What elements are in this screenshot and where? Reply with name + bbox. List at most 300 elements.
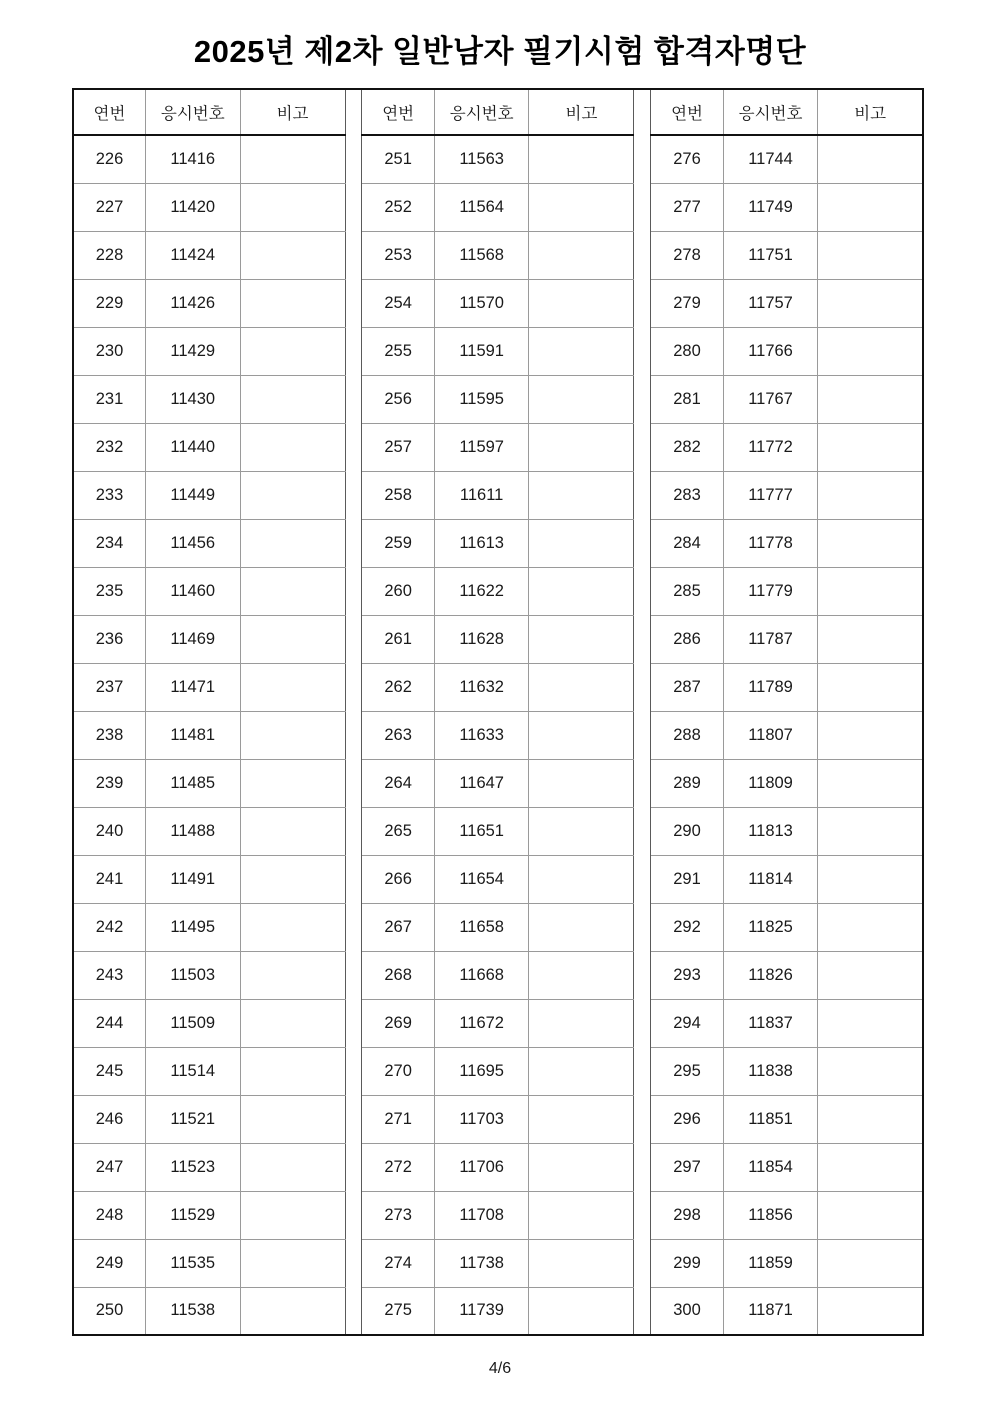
cell-seq: 267: [362, 903, 434, 951]
group-spacer: [345, 759, 362, 807]
cell-seq: 237: [73, 663, 145, 711]
group-spacer: [345, 999, 362, 1047]
group-spacer: [634, 567, 651, 615]
cell-exam-number: 11595: [434, 375, 529, 423]
cell-seq: 270: [362, 1047, 434, 1095]
group-spacer: [345, 375, 362, 423]
cell-seq: 232: [73, 423, 145, 471]
cell-seq: 255: [362, 327, 434, 375]
cell-exam-number: 11703: [434, 1095, 529, 1143]
cell-exam-number: 11449: [145, 471, 240, 519]
cell-note: [240, 1143, 345, 1191]
cell-exam-number: 11469: [145, 615, 240, 663]
cell-seq: 273: [362, 1191, 434, 1239]
cell-note: [529, 231, 634, 279]
table-header-row: [73, 89, 923, 135]
cell-exam-number: 11856: [723, 1191, 818, 1239]
table-row: [73, 1047, 923, 1095]
cell-seq: 264: [362, 759, 434, 807]
cell-seq: 282: [651, 423, 723, 471]
cell-seq: 244: [73, 999, 145, 1047]
cell-seq: 297: [651, 1143, 723, 1191]
cell-note: [529, 1287, 634, 1335]
cell-exam-number: 11613: [434, 519, 529, 567]
table-header: [73, 89, 923, 135]
table-row: [73, 375, 923, 423]
cell-note: [818, 951, 923, 999]
cell-seq: 248: [73, 1191, 145, 1239]
cell-exam-number: 11779: [723, 567, 818, 615]
cell-note: [818, 471, 923, 519]
cell-seq: 240: [73, 807, 145, 855]
cell-seq: 274: [362, 1239, 434, 1287]
group-spacer: [345, 519, 362, 567]
group-spacer: [634, 1143, 651, 1191]
cell-note: [818, 231, 923, 279]
header-note-1: 비고: [240, 89, 345, 135]
cell-seq: 252: [362, 183, 434, 231]
cell-note: [529, 519, 634, 567]
table-body: [73, 135, 923, 1335]
cell-note: [240, 279, 345, 327]
cell-note: [240, 711, 345, 759]
group-spacer: [634, 423, 651, 471]
cell-note: [240, 327, 345, 375]
group-spacer: [634, 951, 651, 999]
cell-seq: 280: [651, 327, 723, 375]
cell-seq: 265: [362, 807, 434, 855]
group-spacer: [345, 471, 362, 519]
group-spacer: [634, 1095, 651, 1143]
cell-note: [240, 135, 345, 183]
cell-note: [529, 903, 634, 951]
cell-seq: 254: [362, 279, 434, 327]
cell-exam-number: 11672: [434, 999, 529, 1047]
table-row: [73, 1239, 923, 1287]
cell-note: [818, 567, 923, 615]
group-spacer: [345, 855, 362, 903]
cell-exam-number: 11591: [434, 327, 529, 375]
page-number: 4/6: [488, 1360, 512, 1377]
cell-note: [240, 903, 345, 951]
group-spacer: [634, 375, 651, 423]
cell-exam-number: 11826: [723, 951, 818, 999]
cell-seq: 275: [362, 1287, 434, 1335]
cell-exam-number: 11871: [723, 1287, 818, 1335]
cell-exam-number: 11778: [723, 519, 818, 567]
cell-seq: 241: [73, 855, 145, 903]
header-note-2: 비고: [529, 89, 634, 135]
cell-exam-number: 11509: [145, 999, 240, 1047]
cell-exam-number: 11658: [434, 903, 529, 951]
cell-exam-number: 11523: [145, 1143, 240, 1191]
group-spacer: [634, 1191, 651, 1239]
table-row: [73, 615, 923, 663]
table-row: [73, 951, 923, 999]
cell-seq: 276: [651, 135, 723, 183]
cell-exam-number: 11789: [723, 663, 818, 711]
cell-exam-number: 11838: [723, 1047, 818, 1095]
cell-note: [240, 855, 345, 903]
cell-seq: 247: [73, 1143, 145, 1191]
table-row: [73, 711, 923, 759]
cell-seq: 258: [362, 471, 434, 519]
group-spacer: [345, 423, 362, 471]
cell-note: [529, 1095, 634, 1143]
cell-note: [240, 375, 345, 423]
group-spacer: [345, 279, 362, 327]
cell-seq: 261: [362, 615, 434, 663]
cell-note: [818, 279, 923, 327]
group-spacer: [634, 1239, 651, 1287]
table-row: [73, 1287, 923, 1335]
table-row: [73, 423, 923, 471]
cell-note: [240, 231, 345, 279]
cell-seq: 231: [73, 375, 145, 423]
cell-exam-number: 11654: [434, 855, 529, 903]
cell-note: [529, 1143, 634, 1191]
group-spacer: [345, 567, 362, 615]
cell-exam-number: 11495: [145, 903, 240, 951]
cell-note: [529, 1239, 634, 1287]
header-seq-2: 연번: [362, 89, 434, 135]
cell-note: [240, 183, 345, 231]
cell-note: [818, 375, 923, 423]
cell-exam-number: 11514: [145, 1047, 240, 1095]
cell-note: [240, 423, 345, 471]
table-row: [73, 567, 923, 615]
group-spacer: [634, 615, 651, 663]
cell-note: [240, 951, 345, 999]
cell-seq: 256: [362, 375, 434, 423]
group-spacer: [634, 711, 651, 759]
cell-note: [529, 1191, 634, 1239]
cell-exam-number: 11597: [434, 423, 529, 471]
cell-seq: 300: [651, 1287, 723, 1335]
table-row: [73, 327, 923, 375]
cell-exam-number: 11767: [723, 375, 818, 423]
group-spacer-2: [634, 89, 651, 135]
cell-exam-number: 11807: [723, 711, 818, 759]
cell-exam-number: 11668: [434, 951, 529, 999]
cell-exam-number: 11739: [434, 1287, 529, 1335]
group-spacer: [634, 663, 651, 711]
group-spacer-1: [345, 89, 362, 135]
group-spacer: [345, 1239, 362, 1287]
cell-seq: 236: [73, 615, 145, 663]
cell-exam-number: 11460: [145, 567, 240, 615]
cell-seq: 286: [651, 615, 723, 663]
cell-note: [240, 1239, 345, 1287]
cell-seq: 269: [362, 999, 434, 1047]
table-row: [73, 759, 923, 807]
cell-exam-number: 11570: [434, 279, 529, 327]
cell-seq: 293: [651, 951, 723, 999]
cell-seq: 226: [73, 135, 145, 183]
page-title: 2025년 제2차 일반남자 필기시험 합격자명단: [193, 34, 807, 69]
cell-seq: 263: [362, 711, 434, 759]
cell-seq: 287: [651, 663, 723, 711]
cell-seq: 291: [651, 855, 723, 903]
cell-exam-number: 11622: [434, 567, 529, 615]
group-spacer: [345, 1287, 362, 1335]
cell-seq: 249: [73, 1239, 145, 1287]
cell-exam-number: 11611: [434, 471, 529, 519]
cell-note: [529, 183, 634, 231]
cell-note: [240, 1095, 345, 1143]
cell-note: [818, 519, 923, 567]
cell-note: [529, 999, 634, 1047]
cell-exam-number: 11440: [145, 423, 240, 471]
cell-seq: 289: [651, 759, 723, 807]
group-spacer: [634, 135, 651, 183]
header-note-3: 비고: [818, 89, 923, 135]
cell-exam-number: 11456: [145, 519, 240, 567]
cell-seq: 259: [362, 519, 434, 567]
cell-exam-number: 11809: [723, 759, 818, 807]
cell-exam-number: 11738: [434, 1239, 529, 1287]
cell-note: [240, 807, 345, 855]
cell-exam-number: 11772: [723, 423, 818, 471]
cell-note: [529, 279, 634, 327]
cell-note: [818, 1095, 923, 1143]
header-seq-1: 연번: [73, 89, 145, 135]
cell-seq: 299: [651, 1239, 723, 1287]
cell-exam-number: 11708: [434, 1191, 529, 1239]
cell-exam-number: 11813: [723, 807, 818, 855]
cell-exam-number: 11854: [723, 1143, 818, 1191]
cell-note: [240, 663, 345, 711]
cell-seq: 266: [362, 855, 434, 903]
cell-note: [529, 423, 634, 471]
cell-note: [818, 663, 923, 711]
cell-note: [240, 471, 345, 519]
cell-seq: 253: [362, 231, 434, 279]
cell-note: [240, 999, 345, 1047]
group-spacer: [634, 999, 651, 1047]
cell-exam-number: 11426: [145, 279, 240, 327]
cell-exam-number: 11430: [145, 375, 240, 423]
cell-seq: 284: [651, 519, 723, 567]
cell-seq: 243: [73, 951, 145, 999]
cell-seq: 242: [73, 903, 145, 951]
cell-seq: 227: [73, 183, 145, 231]
cell-seq: 290: [651, 807, 723, 855]
cell-exam-number: 11564: [434, 183, 529, 231]
cell-exam-number: 11787: [723, 615, 818, 663]
cell-note: [529, 663, 634, 711]
group-spacer: [345, 327, 362, 375]
cell-exam-number: 11837: [723, 999, 818, 1047]
cell-note: [818, 1143, 923, 1191]
cell-note: [818, 807, 923, 855]
group-spacer: [345, 1191, 362, 1239]
cell-seq: 239: [73, 759, 145, 807]
cell-exam-number: 11633: [434, 711, 529, 759]
cell-seq: 245: [73, 1047, 145, 1095]
cell-note: [529, 759, 634, 807]
cell-note: [529, 327, 634, 375]
cell-exam-number: 11628: [434, 615, 529, 663]
cell-exam-number: 11471: [145, 663, 240, 711]
cell-note: [529, 567, 634, 615]
cell-note: [818, 999, 923, 1047]
cell-seq: 229: [73, 279, 145, 327]
cell-seq: 235: [73, 567, 145, 615]
group-spacer: [634, 519, 651, 567]
cell-note: [529, 615, 634, 663]
cell-note: [240, 615, 345, 663]
group-spacer: [634, 1287, 651, 1335]
header-exam-no-1: 응시번호: [145, 89, 240, 135]
table-row: [73, 903, 923, 951]
group-spacer: [634, 759, 651, 807]
cell-seq: 262: [362, 663, 434, 711]
cell-exam-number: 11568: [434, 231, 529, 279]
table-row: [73, 999, 923, 1047]
cell-seq: 285: [651, 567, 723, 615]
table-row: [73, 1191, 923, 1239]
group-spacer: [345, 807, 362, 855]
group-spacer: [345, 135, 362, 183]
cell-exam-number: 11535: [145, 1239, 240, 1287]
group-spacer: [345, 615, 362, 663]
cell-seq: 292: [651, 903, 723, 951]
cell-note: [818, 1191, 923, 1239]
cell-seq: 298: [651, 1191, 723, 1239]
cell-seq: 294: [651, 999, 723, 1047]
cell-note: [818, 903, 923, 951]
cell-note: [529, 1047, 634, 1095]
group-spacer: [634, 855, 651, 903]
cell-seq: 296: [651, 1095, 723, 1143]
cell-note: [240, 759, 345, 807]
cell-exam-number: 11429: [145, 327, 240, 375]
cell-exam-number: 11777: [723, 471, 818, 519]
cell-note: [818, 759, 923, 807]
table-row: [73, 231, 923, 279]
cell-exam-number: 11488: [145, 807, 240, 855]
cell-seq: 277: [651, 183, 723, 231]
group-spacer: [634, 183, 651, 231]
cell-exam-number: 11706: [434, 1143, 529, 1191]
cell-seq: 283: [651, 471, 723, 519]
group-spacer: [345, 711, 362, 759]
cell-exam-number: 11651: [434, 807, 529, 855]
cell-exam-number: 11695: [434, 1047, 529, 1095]
group-spacer: [345, 903, 362, 951]
cell-note: [529, 471, 634, 519]
cell-note: [240, 1287, 345, 1335]
cell-seq: 268: [362, 951, 434, 999]
cell-note: [818, 1047, 923, 1095]
cell-exam-number: 11529: [145, 1191, 240, 1239]
cell-exam-number: 11749: [723, 183, 818, 231]
cell-exam-number: 11420: [145, 183, 240, 231]
group-spacer: [634, 279, 651, 327]
cell-note: [240, 1191, 345, 1239]
cell-exam-number: 11814: [723, 855, 818, 903]
header-exam-no-3: 응시번호: [723, 89, 818, 135]
cell-note: [818, 711, 923, 759]
cell-seq: 233: [73, 471, 145, 519]
cell-exam-number: 11757: [723, 279, 818, 327]
cell-seq: 257: [362, 423, 434, 471]
cell-note: [529, 711, 634, 759]
header-seq-3: 연번: [651, 89, 723, 135]
cell-note: [818, 135, 923, 183]
group-spacer: [634, 1047, 651, 1095]
group-spacer: [345, 183, 362, 231]
group-spacer: [634, 231, 651, 279]
group-spacer: [345, 1095, 362, 1143]
cell-note: [240, 567, 345, 615]
cell-note: [240, 1047, 345, 1095]
table-row: [73, 807, 923, 855]
cell-seq: 228: [73, 231, 145, 279]
cell-exam-number: 11751: [723, 231, 818, 279]
cell-exam-number: 11766: [723, 327, 818, 375]
cell-seq: 295: [651, 1047, 723, 1095]
cell-note: [818, 327, 923, 375]
cell-exam-number: 11632: [434, 663, 529, 711]
cell-exam-number: 11424: [145, 231, 240, 279]
pass-list-table: [72, 88, 924, 1336]
cell-note: [529, 855, 634, 903]
group-spacer: [634, 327, 651, 375]
cell-seq: 279: [651, 279, 723, 327]
cell-exam-number: 11481: [145, 711, 240, 759]
cell-exam-number: 11485: [145, 759, 240, 807]
cell-exam-number: 11859: [723, 1239, 818, 1287]
cell-note: [529, 375, 634, 423]
cell-seq: 272: [362, 1143, 434, 1191]
cell-exam-number: 11416: [145, 135, 240, 183]
cell-seq: 246: [73, 1095, 145, 1143]
cell-seq: 250: [73, 1287, 145, 1335]
table-row: [73, 663, 923, 711]
group-spacer: [634, 903, 651, 951]
group-spacer: [345, 1047, 362, 1095]
group-spacer: [345, 1143, 362, 1191]
cell-exam-number: 11647: [434, 759, 529, 807]
cell-note: [818, 1287, 923, 1335]
cell-seq: 271: [362, 1095, 434, 1143]
cell-exam-number: 11825: [723, 903, 818, 951]
table-row: [73, 183, 923, 231]
cell-note: [818, 615, 923, 663]
cell-note: [240, 519, 345, 567]
table-row: [73, 1143, 923, 1191]
cell-exam-number: 11563: [434, 135, 529, 183]
cell-exam-number: 11538: [145, 1287, 240, 1335]
table-row: [73, 1095, 923, 1143]
cell-exam-number: 11744: [723, 135, 818, 183]
cell-note: [529, 135, 634, 183]
table-row: [73, 135, 923, 183]
cell-seq: 260: [362, 567, 434, 615]
cell-seq: 251: [362, 135, 434, 183]
cell-seq: 288: [651, 711, 723, 759]
cell-note: [818, 423, 923, 471]
cell-exam-number: 11491: [145, 855, 240, 903]
cell-note: [818, 855, 923, 903]
header-exam-no-2: 응시번호: [434, 89, 529, 135]
group-spacer: [345, 951, 362, 999]
cell-note: [818, 183, 923, 231]
cell-exam-number: 11503: [145, 951, 240, 999]
group-spacer: [345, 231, 362, 279]
